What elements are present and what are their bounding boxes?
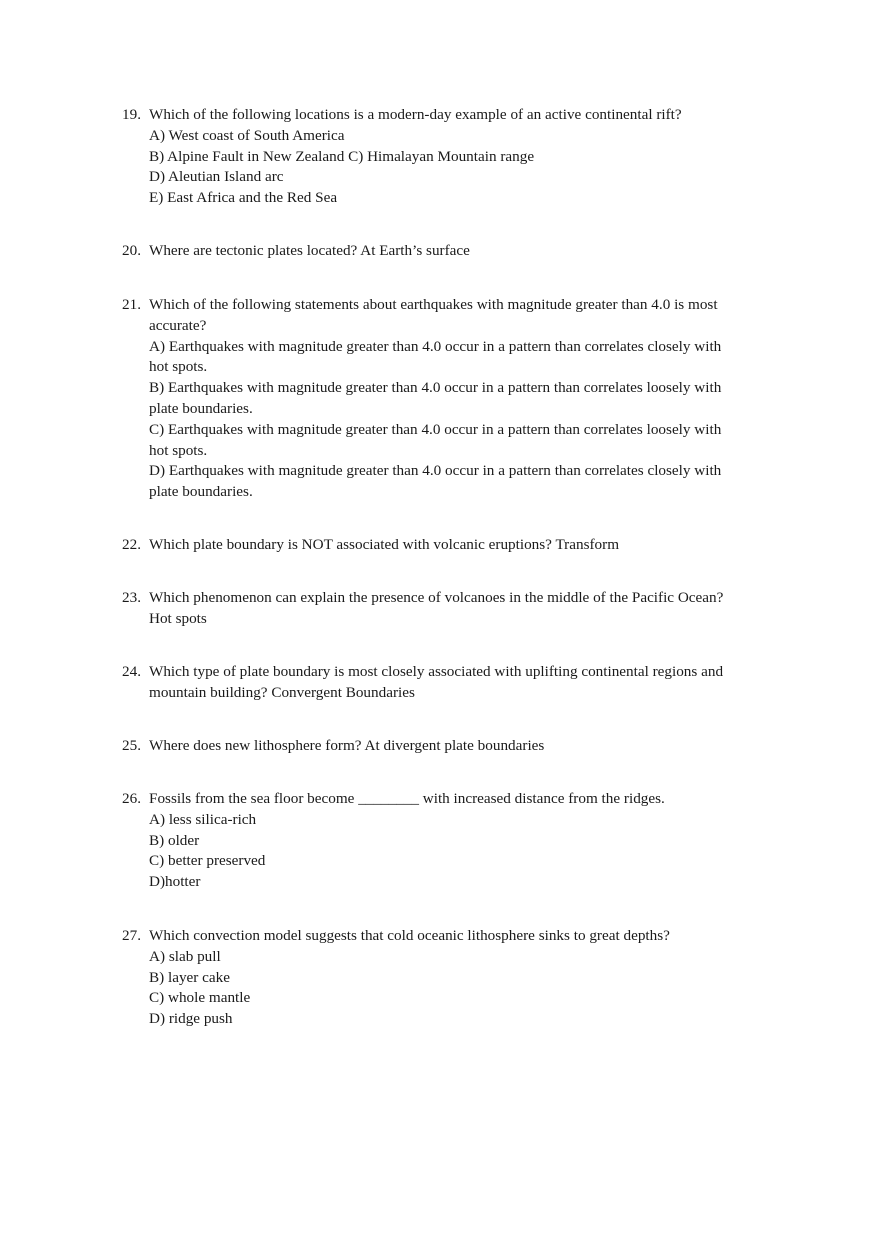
answer-option-line-2: hot spots. bbox=[149, 441, 208, 459]
question-number: 27. bbox=[122, 927, 141, 944]
answer-option: B) Alpine Fault in New Zealand C) Himalayan Mountain range bbox=[149, 147, 535, 165]
question-number: 24. bbox=[122, 663, 141, 680]
answer-option: D)hotter bbox=[149, 873, 201, 891]
question-27 bbox=[122, 926, 752, 1030]
question-number: 25. bbox=[122, 737, 141, 754]
question-text: Which of the following locations is a modern-day example of an active continental rift? bbox=[149, 106, 682, 123]
question-number: 19. bbox=[122, 106, 141, 123]
question-text: Where does new lithosphere form? At divergent plate boundaries bbox=[149, 737, 545, 754]
question-text-line-1: Which phenomenon can explain the presence of volcanoes in the middle of the Pacific Ocean? bbox=[149, 589, 724, 606]
question-number: 26. bbox=[122, 790, 141, 807]
answer-option-line-2: plate boundaries. bbox=[149, 399, 253, 417]
answer-option-line-1: B) Earthquakes with magnitude greater than 4.0 occur in a pattern than correlates loosely with bbox=[149, 379, 722, 397]
answer-option: E) East Africa and the Red Sea bbox=[149, 189, 338, 207]
question-19 bbox=[122, 105, 752, 209]
question-20 bbox=[122, 241, 752, 262]
answer-option-line-1: C) Earthquakes with magnitude greater than 4.0 occur in a pattern than correlates loosely with bbox=[149, 420, 722, 438]
question-text-line-2: Hot spots bbox=[149, 609, 207, 627]
answer-option: D) ridge push bbox=[149, 1010, 233, 1028]
answer-option: C) whole mantle bbox=[149, 989, 251, 1007]
answer-option: D) Aleutian Island arc bbox=[149, 168, 284, 186]
answer-option: A) slab pull bbox=[149, 947, 221, 965]
answer-option: B) layer cake bbox=[149, 968, 230, 986]
answer-option: C) better preserved bbox=[149, 852, 266, 870]
question-23 bbox=[122, 588, 752, 630]
answer-option: B) older bbox=[149, 831, 200, 849]
answer-option-line-1: D) Earthquakes with magnitude greater than 4.0 occur in a pattern than correlates closely with bbox=[149, 462, 722, 480]
answer-option: A) less silica-rich bbox=[149, 810, 257, 828]
question-text: Which plate boundary is NOT associated with volcanic eruptions? Transform bbox=[149, 536, 620, 553]
question-text-line-2: mountain building? Convergent Boundaries bbox=[149, 683, 415, 701]
question-number: 20. bbox=[122, 242, 141, 259]
question-text: Fossils from the sea floor become ________ with increased distance from the ridges. bbox=[149, 790, 665, 807]
question-text-line-2: accurate? bbox=[149, 316, 207, 334]
question-22 bbox=[122, 535, 752, 556]
question-text-line-1: Which type of plate boundary is most closely associated with uplifting continental regions and bbox=[149, 663, 724, 680]
question-26 bbox=[122, 789, 752, 893]
question-number: 23. bbox=[122, 589, 141, 606]
question-text: Where are tectonic plates located? At Earth’s surface bbox=[149, 242, 470, 259]
question-24 bbox=[122, 662, 752, 704]
question-text: Which convection model suggests that cold oceanic lithosphere sinks to great depths? bbox=[149, 927, 670, 944]
question-number: 22. bbox=[122, 536, 141, 553]
question-25 bbox=[122, 736, 752, 757]
answer-option: A) West coast of South America bbox=[149, 126, 345, 144]
question-21 bbox=[122, 295, 752, 503]
answer-option-line-2: plate boundaries. bbox=[149, 483, 253, 501]
answer-option-line-2: hot spots. bbox=[149, 358, 208, 376]
question-number: 21. bbox=[122, 296, 141, 313]
question-text-line-1: Which of the following statements about earthquakes with magnitude greater than 4.0 is most bbox=[149, 296, 718, 313]
answer-option-line-1: A) Earthquakes with magnitude greater than 4.0 occur in a pattern than correlates closely with bbox=[149, 337, 722, 355]
